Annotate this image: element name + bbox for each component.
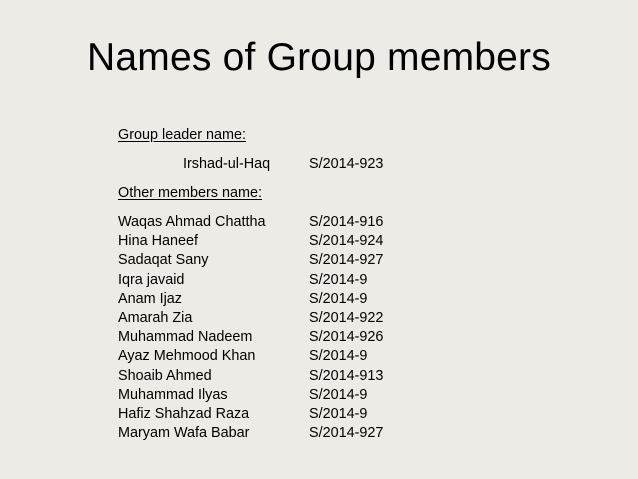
member-id: S/2014-916 (309, 214, 384, 230)
member-id: S/2014-927 (309, 425, 384, 442)
member-name: Hafiz Shahzad Raza (118, 406, 250, 423)
member-list (118, 213, 538, 443)
member-id: S/2014-924 (309, 233, 384, 250)
member-name: Waqas Ahmad Chattha (118, 214, 266, 230)
member-row (118, 271, 538, 290)
group-leader-id: S/2014-923 (309, 156, 384, 172)
member-name: Anam Ijaz (118, 290, 182, 307)
member-id: S/2014-9 (309, 386, 368, 403)
slide-title: Names of Group members (87, 36, 551, 79)
member-row (118, 405, 538, 424)
member-row (118, 232, 538, 251)
member-name: Shoaib Ahmed (118, 367, 212, 384)
member-row (118, 386, 538, 405)
member-name: Hina Haneef (118, 233, 198, 250)
member-id: S/2014-9 (309, 271, 368, 288)
member-id: S/2014-926 (309, 329, 384, 346)
member-row (118, 290, 538, 309)
group-leader-heading: Group leader name: (118, 127, 246, 143)
group-leader-row (118, 155, 538, 174)
member-row (118, 367, 538, 386)
group-leader-name: Irshad-ul-Haq (183, 156, 271, 172)
member-name: Amarah Zia (118, 310, 193, 327)
member-name: Maryam Wafa Babar (118, 425, 250, 442)
member-id: S/2014-922 (309, 310, 384, 327)
member-name: Muhammad Ilyas (118, 386, 228, 403)
member-name: Sadaqat Sany (118, 252, 209, 269)
member-id: S/2014-9 (309, 348, 368, 365)
member-name: Iqra javaid (118, 271, 185, 288)
slide-content (118, 126, 538, 443)
member-id: S/2014-9 (309, 406, 368, 423)
member-row (118, 328, 538, 347)
member-name: Ayaz Mehmood Khan (118, 348, 256, 365)
member-row (118, 309, 538, 328)
member-id: S/2014-927 (309, 252, 384, 269)
member-id: S/2014-913 (309, 367, 384, 384)
member-id: S/2014-9 (309, 290, 368, 307)
member-name: Muhammad Nadeem (118, 329, 253, 346)
member-row (118, 424, 538, 443)
member-row (118, 213, 538, 232)
other-members-heading: Other members name: (118, 185, 262, 201)
member-row (118, 251, 538, 270)
member-row (118, 347, 538, 366)
